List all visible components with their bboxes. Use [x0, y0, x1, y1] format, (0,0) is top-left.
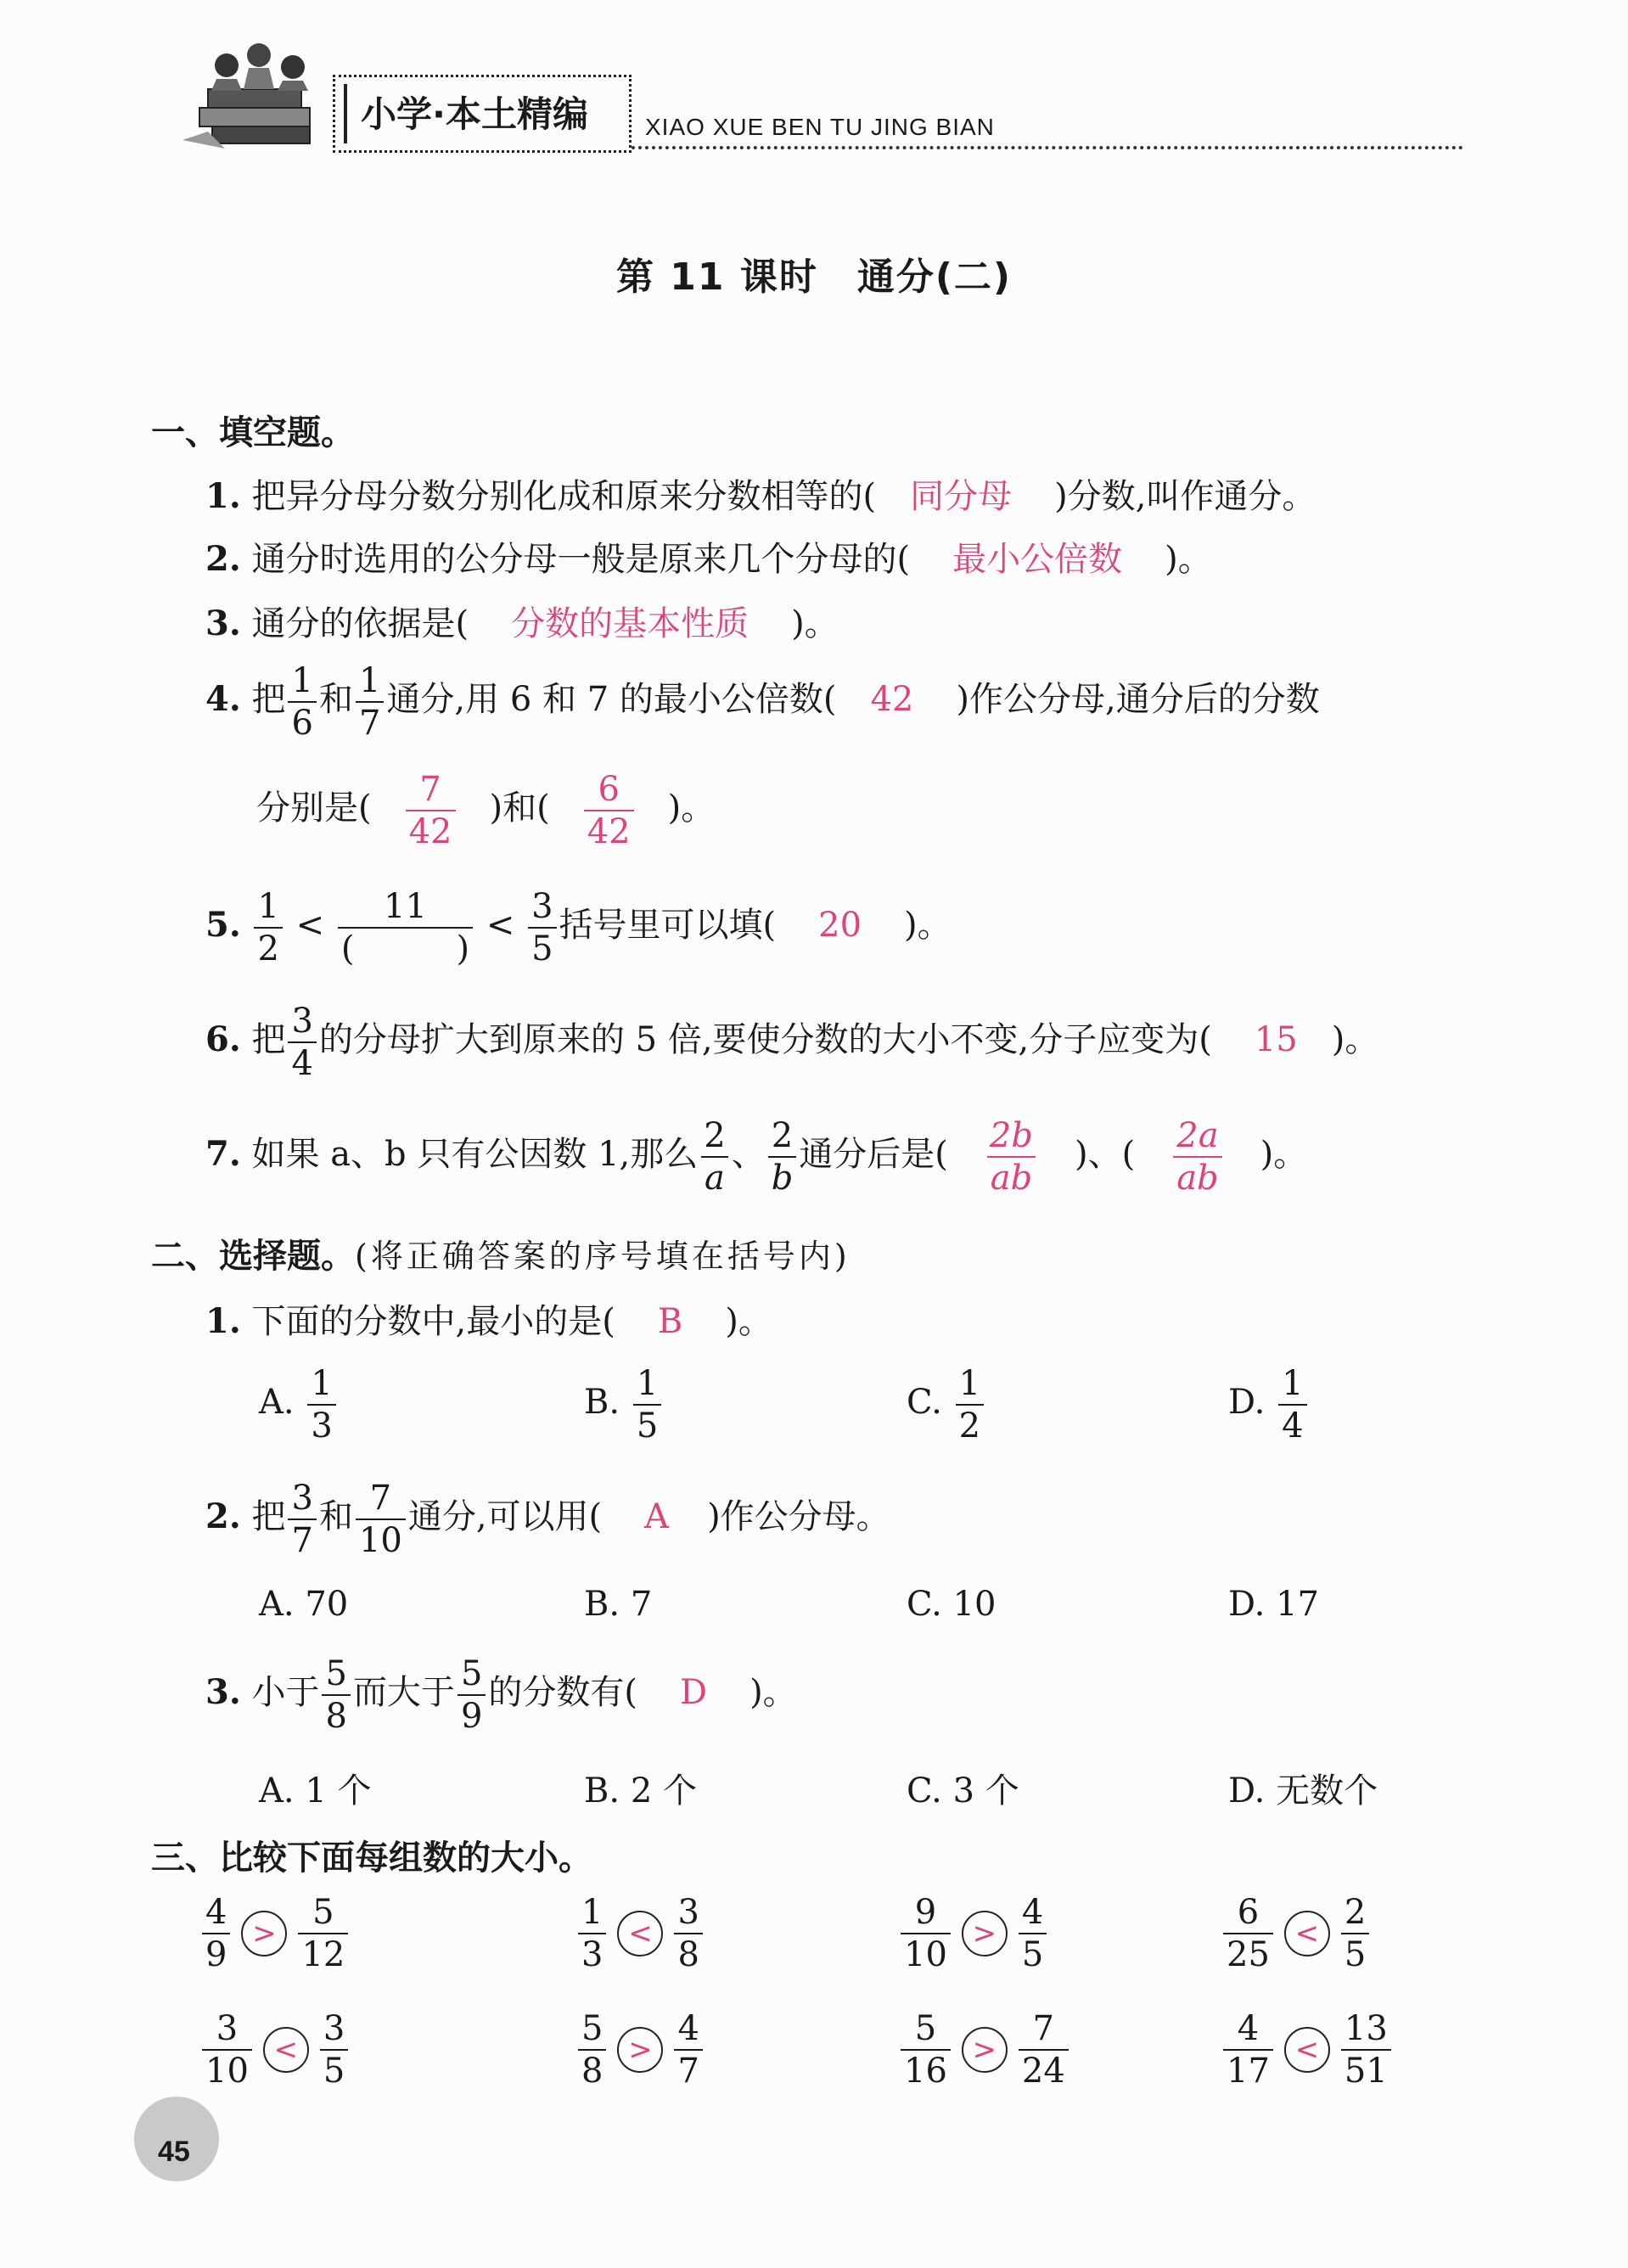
- numerator: 11: [384, 887, 427, 926]
- denominator: 9: [202, 1933, 230, 1972]
- answer-fraction: [986, 1116, 1036, 1198]
- numerator: 3: [216, 2009, 239, 2048]
- fraction: [202, 2009, 252, 2091]
- option-label: A.: [259, 1383, 295, 1422]
- answer: 分数的基本性质: [511, 604, 749, 643]
- q-text: 通分后是(: [799, 1135, 948, 1174]
- section3-heading: 三、比较下面每组数的大小。: [151, 1839, 592, 1878]
- comparison-sign: <: [1284, 2027, 1330, 2073]
- denominator: ab: [1173, 1156, 1221, 1195]
- q-number: 2.: [205, 1496, 241, 1536]
- numerator: 4: [677, 2009, 699, 2048]
- numerator: 2: [771, 1116, 794, 1155]
- question-1-5: [205, 887, 952, 968]
- numerator: 13: [1344, 2009, 1388, 2048]
- denominator: 5: [633, 1404, 661, 1443]
- denominator: 9: [458, 1694, 486, 1733]
- fraction: [1019, 2009, 1069, 2091]
- fraction: [322, 1654, 350, 1736]
- numerator: 3: [291, 1479, 313, 1518]
- denominator: 5: [1341, 1933, 1369, 1972]
- comparison-item: [199, 2009, 351, 2091]
- q-text: 通分,用 6 和 7 的最小公倍数(: [386, 680, 837, 719]
- denominator: 17: [1223, 2049, 1273, 2088]
- fraction: [288, 1481, 316, 1558]
- option-2-2-b: B. 7: [584, 1585, 653, 1624]
- brand-box: [333, 75, 632, 153]
- answer: D: [680, 1673, 708, 1712]
- less-than: <: [486, 906, 515, 945]
- numerator: 1: [581, 1893, 603, 1932]
- question-1-2: [205, 532, 1212, 581]
- brand-title: 小学·本土精编: [344, 84, 620, 143]
- comparison-item: [1221, 1895, 1372, 1972]
- denominator: 3: [578, 1933, 606, 1972]
- answer: B: [657, 1302, 683, 1341]
- denominator: a: [701, 1156, 728, 1195]
- comparison-item: [898, 2009, 1071, 2091]
- numerator: 6: [598, 770, 620, 809]
- section2-note: (将正确答案的序号填在括号内): [355, 1238, 850, 1275]
- numerator: 5: [914, 2009, 937, 2048]
- denominator: 5: [320, 2049, 348, 2088]
- comparison-sign: >: [962, 2027, 1008, 2073]
- denominator: 3: [307, 1404, 335, 1443]
- option-2-3-c: C. 3 个: [907, 1771, 1019, 1810]
- q-text: 和: [318, 1497, 353, 1536]
- less-than: <: [295, 906, 325, 945]
- denominator: 8: [674, 1933, 702, 1972]
- numerator: 3: [531, 887, 553, 926]
- fraction: [901, 2009, 951, 2091]
- numerator: 1: [291, 661, 313, 700]
- comparison-sign: <: [1284, 1911, 1330, 1956]
- q-text: 小于: [251, 1673, 320, 1712]
- denominator: 6: [288, 701, 316, 740]
- option-label: D.: [1228, 1383, 1266, 1422]
- fraction: [1341, 2009, 1391, 2091]
- q-text: )。: [1165, 540, 1212, 579]
- answer: A: [644, 1497, 670, 1536]
- option-2-3-a: A. 1 个: [259, 1771, 372, 1810]
- comparison-item: [898, 1895, 1049, 1972]
- numerator: 5: [325, 1654, 347, 1693]
- numerator: 9: [914, 1893, 937, 1932]
- page-number: 45: [158, 2136, 190, 2168]
- q-text: )。: [667, 789, 716, 828]
- fraction: [674, 2009, 702, 2091]
- q-text: )。: [904, 906, 952, 945]
- q-number: 3.: [205, 1672, 241, 1712]
- option-2-1-d: [1228, 1364, 1310, 1446]
- answer: 15: [1254, 1020, 1298, 1059]
- comparison-sign: <: [617, 1911, 663, 1956]
- q-text: )作公分母。: [707, 1497, 890, 1536]
- numerator: 1: [311, 1364, 333, 1403]
- numerator: 7: [419, 770, 441, 809]
- fraction: [633, 1364, 661, 1446]
- denominator: 5: [528, 927, 556, 966]
- question-1-1: [205, 469, 1316, 518]
- denominator: 7: [674, 2049, 702, 2088]
- answer-fraction: [584, 772, 634, 849]
- fraction: [578, 2009, 606, 2091]
- q-text: 的分母扩大到原来的 5 倍,要使分数的大小不变,分子应变为(: [318, 1020, 1212, 1059]
- fraction: [298, 1895, 348, 1972]
- denominator: 8: [322, 1694, 350, 1733]
- option-label: C.: [907, 1383, 942, 1422]
- fraction: [674, 1895, 702, 1972]
- q-number: 1.: [205, 476, 241, 516]
- question-1-4: [205, 661, 1320, 743]
- numerator: 6: [1237, 1893, 1260, 1932]
- question-1-3: [205, 597, 839, 645]
- numerator: 1: [257, 887, 279, 926]
- fraction: [307, 1364, 335, 1446]
- answer-fraction: [1173, 1116, 1221, 1198]
- comparison-sign: >: [962, 1911, 1008, 1956]
- numerator: 1: [636, 1364, 659, 1403]
- answer: 同分母: [910, 477, 1013, 516]
- q-text: 把: [251, 680, 286, 719]
- q-text: )。: [1331, 1020, 1379, 1059]
- numerator: 2a: [1176, 1116, 1219, 1155]
- denominator: 4: [288, 1041, 316, 1081]
- answer: 20: [818, 906, 862, 945]
- numerator: 1: [958, 1364, 981, 1403]
- q-text: 把: [251, 1020, 286, 1059]
- denominator: b: [768, 1156, 797, 1195]
- q-text: 、: [731, 1135, 766, 1174]
- students-reading-icon: [174, 30, 335, 157]
- q-number: 3.: [205, 603, 241, 643]
- option-2-2-a: A. 70: [259, 1585, 349, 1624]
- fraction: [356, 661, 384, 743]
- page-title: 第 11 课时 通分(二): [615, 255, 1013, 299]
- q-text: 下面的分数中,最小的是(: [251, 1302, 615, 1341]
- numerator: 5: [460, 1654, 483, 1693]
- option-2-2-c: C. 10: [907, 1585, 996, 1624]
- section1-heading: 一、填空题。: [151, 413, 355, 452]
- question-2-1: [205, 1294, 772, 1343]
- denominator: 2: [956, 1404, 984, 1443]
- q-text: )作公分母,通分后的分数: [956, 680, 1320, 719]
- numerator: 4: [205, 1893, 227, 1932]
- numerator: 5: [581, 2009, 603, 2048]
- denominator: 5: [1019, 1933, 1047, 1972]
- numerator: 7: [1032, 2009, 1055, 2048]
- q-text: )。: [1260, 1135, 1308, 1174]
- numerator: 1: [1282, 1364, 1304, 1403]
- denominator: 10: [901, 1933, 951, 1972]
- fraction: [768, 1116, 797, 1198]
- denominator: 7: [356, 701, 384, 740]
- fraction: [254, 887, 282, 968]
- fraction: [1223, 1895, 1273, 1972]
- fraction: [700, 1116, 728, 1198]
- fraction: [320, 2009, 348, 2091]
- denominator: ab: [987, 1156, 1036, 1195]
- q-number: 4.: [205, 679, 241, 719]
- numerator: 2: [704, 1116, 726, 1155]
- numerator: 4: [1021, 1893, 1044, 1932]
- answer: 最小公倍数: [952, 540, 1123, 579]
- header-divider: [632, 146, 1463, 149]
- answer: 42: [870, 680, 914, 719]
- comparison-sign: >: [617, 2027, 663, 2073]
- question-1-4-cont: [256, 772, 715, 849]
- q-number: 2.: [205, 539, 241, 579]
- brand-subtitle: XIAO XUE BEN TU JING BIAN: [645, 114, 995, 140]
- option-2-1-c: [907, 1364, 986, 1446]
- denominator: 24: [1019, 2049, 1069, 2088]
- denominator: 42: [584, 810, 634, 849]
- q-text: 通分的依据是(: [251, 604, 469, 643]
- numerator: 2b: [989, 1116, 1033, 1155]
- numerator: 3: [677, 1893, 699, 1932]
- denominator: 16: [901, 2049, 951, 2088]
- fraction: [1278, 1364, 1306, 1446]
- option-2-1-b: [584, 1364, 664, 1446]
- denominator: 4: [1278, 1404, 1306, 1443]
- comparison-item: [575, 2009, 705, 2091]
- section2-heading-line: [151, 1229, 850, 1277]
- fraction: [901, 1895, 951, 1972]
- numerator: 4: [1237, 2009, 1260, 2048]
- numerator: 2: [1344, 1893, 1367, 1932]
- fraction: [578, 1895, 606, 1972]
- question-2-2: [205, 1481, 890, 1558]
- fraction: [202, 1895, 230, 1972]
- numerator: 3: [323, 2009, 345, 2048]
- q-text: 括号里可以填(: [559, 906, 777, 945]
- comparison-sign: >: [241, 1911, 287, 1956]
- denominator: 12: [298, 1933, 348, 1972]
- option-2-2-d: D. 17: [1228, 1585, 1319, 1624]
- q-text: 如果 a、b 只有公因数 1,那么: [251, 1135, 699, 1174]
- denominator: 7: [288, 1519, 316, 1558]
- answer-fraction: [406, 772, 456, 849]
- denominator: 10: [356, 1519, 406, 1558]
- section2-heading: 二、选择题。: [151, 1237, 355, 1276]
- numerator: 1: [358, 661, 381, 700]
- comparison-item: [1221, 2009, 1394, 2091]
- q-text: 的分数有(: [488, 1673, 637, 1712]
- comparison-item: [575, 1895, 705, 1972]
- question-1-6: [205, 1004, 1378, 1081]
- comparison-sign: <: [263, 2027, 309, 2073]
- fraction: [356, 1481, 406, 1558]
- q-number: 5.: [205, 905, 241, 945]
- q-text: )。: [725, 1302, 772, 1341]
- fraction: [1223, 2009, 1273, 2091]
- fraction: [1019, 1895, 1047, 1972]
- denominator: 51: [1341, 2049, 1391, 2088]
- numerator: 7: [369, 1479, 392, 1518]
- option-2-3-d: D. 无数个: [1228, 1771, 1378, 1810]
- fraction: [956, 1364, 984, 1446]
- fraction: [1341, 1895, 1369, 1972]
- q-text: )、(: [1074, 1135, 1136, 1174]
- fraction: [288, 661, 316, 743]
- numerator: 3: [291, 1002, 313, 1041]
- fraction: [288, 1004, 316, 1081]
- denominator: 2: [254, 927, 282, 966]
- page-number-badge: [134, 2097, 219, 2181]
- question-2-3: [205, 1654, 797, 1736]
- q-number: 1.: [205, 1301, 241, 1341]
- denominator: ( ): [338, 927, 473, 966]
- q-number: 7.: [205, 1134, 241, 1174]
- denominator: 42: [406, 810, 456, 849]
- q-text: 分别是(: [256, 789, 372, 828]
- denominator: 25: [1223, 1933, 1273, 1972]
- q-text: 通分时选用的公分母一般是原来几个分母的(: [251, 540, 911, 579]
- comparison-item: [199, 1895, 351, 1972]
- q-text: 把: [251, 1497, 286, 1536]
- q-text: )和(: [489, 789, 550, 828]
- fraction: [338, 887, 473, 968]
- denominator: 8: [578, 2049, 606, 2088]
- q-text: 而大于: [352, 1673, 455, 1712]
- fraction: [458, 1654, 486, 1736]
- numerator: 5: [312, 1893, 334, 1932]
- denominator: 10: [202, 2049, 252, 2088]
- q-text: 把异分母分数分别化成和原来分数相等的(: [251, 477, 877, 516]
- option-2-1-a: [259, 1364, 339, 1446]
- fraction: [528, 887, 556, 968]
- q-text: )。: [749, 1673, 797, 1712]
- q-text: )。: [791, 604, 839, 643]
- question-1-7: [205, 1116, 1308, 1198]
- option-2-3-b: B. 2 个: [584, 1771, 697, 1810]
- q-number: 6.: [205, 1019, 241, 1059]
- q-text: 通分,可以用(: [407, 1497, 603, 1536]
- q-text: 和: [318, 680, 353, 719]
- q-text: )分数,叫作通分。: [1054, 477, 1316, 516]
- option-label: B.: [584, 1383, 620, 1422]
